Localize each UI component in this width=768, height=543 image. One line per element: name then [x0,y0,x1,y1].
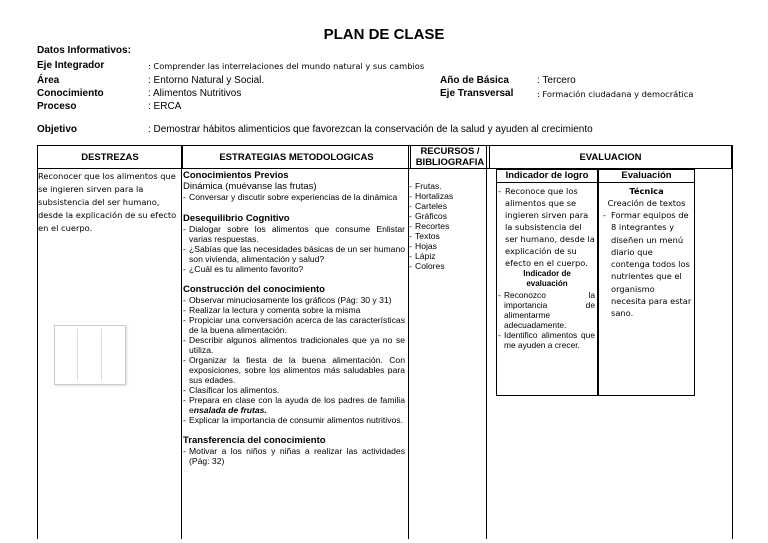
list-item: - Realizar la lectura y comenta sobre la misma [183,305,405,315]
recurso-item: - Gráficos [409,211,485,221]
indicador-evaluacion-header: Indicador de evaluación [523,269,571,288]
recurso-item: - Carteles [409,201,485,211]
recurso-item: - Recortes [409,221,485,231]
section-construccion: Construcción del conocimiento [183,284,325,295]
header-estrategias: ESTRATEGIAS METODOLOGICAS [183,146,411,169]
evaluacion-header: Evaluación [599,170,694,183]
value-eje-transversal: : Formación ciudadana y democrática [537,89,694,99]
list-item: - Describir algunos alimentos tradicionales que ya no se utiliza. [183,335,405,355]
label-eje-transversal: Eje Transversal [440,88,514,99]
recurso-item: - Hojas [409,241,485,251]
label-eje-integrador: Eje Integrador [37,60,105,71]
table-border-right [732,145,733,539]
destrezas-text: Reconocer que los alimentos que se ingieren sirven para la subsistencia del ser humano, desde la explicación de su efecto en el cuerpo. [38,171,177,233]
list-item: - Propiciar una conversación acerca de las características de la buena alimentación. [183,315,405,335]
label-area: Área [37,75,60,86]
value-proceso: : ERCA [148,101,182,112]
thumbnail-image [54,325,126,385]
list-item: - Conversar y discutir sobre experiencias de la dinámica [183,192,405,202]
value-ano-basica: : Tercero [537,75,576,86]
list-item: - Explicar la importancia de consumir alimentos nutritivos. [183,415,405,425]
label-proceso: Proceso [37,101,77,112]
info-heading: Datos Informativos: [37,45,131,56]
value-eje-integrador: : Comprender las interrelaciones del mundo natural y sus cambios [148,61,425,71]
indicador-logro-content [497,183,597,269]
plan-table [37,145,732,169]
table-divider [486,145,487,539]
list-item [183,395,405,415]
dinamica-text: Dinámica (muévanse las frutas) [183,181,317,192]
header-evaluacion: EVALUACION [490,146,732,169]
list-item: - Formar equipos de 8 integrantes y diseñen un menú diario que contenga todos los nutrientes que el organismo necesita para estar sano. [603,209,692,320]
indicador-evaluacion-content [497,289,597,350]
tecnica-label: Técnica [629,186,664,196]
header-recursos: RECURSOS / BIBLIOGRAFIA [411,146,490,169]
recurso-item: - Textos [409,231,485,241]
evaluacion-content [599,209,694,320]
value-area: : Entorno Natural y Social. [148,75,265,86]
header-destrezas: DESTREZAS [38,146,183,169]
recurso-item: - Frutas. [409,181,485,191]
recurso-item: - Hortalizas [409,191,485,201]
indicador-logro-header: Indicador de logro [497,170,597,183]
page-title: PLAN DE CLASE [323,26,445,43]
value-conocimiento: : Alimentos Nutritivos [148,88,242,99]
list-item: - ¿Sabías que las necesidades básicas de un ser humano son vivienda, alimentación y salud? [183,244,405,264]
value-objetivo: : Demostrar hábitos alimenticios que favorezcan la conservación de la salud y ayuden al crecimiento [148,124,593,135]
list-item: - Observar minuciosamente los gráficos (Pág: 30 y 31) [183,295,405,305]
section-desequilibrio: Desequilibrio Cognitivo [183,213,290,224]
prep-text: Prepara en clase con la ayuda de los padres de familia e [189,395,405,415]
tecnica-text: Creación de textos [607,198,686,208]
label-objetivo: Objetivo [37,124,78,135]
section-transferencia: Transferencia del conocimiento [183,435,326,446]
list-item: - Reconoce que los alimentos que se ingieren sirven para la subsistencia del ser humano, desde la explicación de su efecto en el cuerpo. [498,185,596,269]
list-item: - Dialogar sobre los alimentos que consume Enlistar varias respuestas. [183,224,405,244]
label-conocimiento: Conocimiento [37,88,104,99]
list-item: - Organizar la fiesta de la buena alimentación. Con exposiciones, sobre los alimentos más saludables para sus edades. [183,355,405,385]
list-item: - Clasificar los alimentos. [183,385,405,395]
list-item: - Motivar a los niños y niñas a realizar las actividades (Pág: 32) [183,446,405,466]
recurso-item: - Colores [409,261,485,271]
recurso-item: - Lápiz [409,251,485,261]
list-item: - Reconozco la importancia de alimentarme adecuadamente. [498,290,595,330]
estrategias-column [183,170,405,539]
table-divider [181,145,182,539]
indicador-logro-box [496,169,598,396]
section-conocimientos-previos: Conocimientos Previos [183,170,289,181]
label-ano-basica: Año de Básica [440,75,509,86]
list-item: - ¿Cuál es tu alimento favorito? [183,264,405,274]
evaluacion-box [598,169,695,396]
recursos-column [409,181,485,539]
list-item: - Identifico alimentos que me ayuden a crecer. [498,330,595,350]
ensalada-text: nsalada de frutas. [193,405,267,415]
